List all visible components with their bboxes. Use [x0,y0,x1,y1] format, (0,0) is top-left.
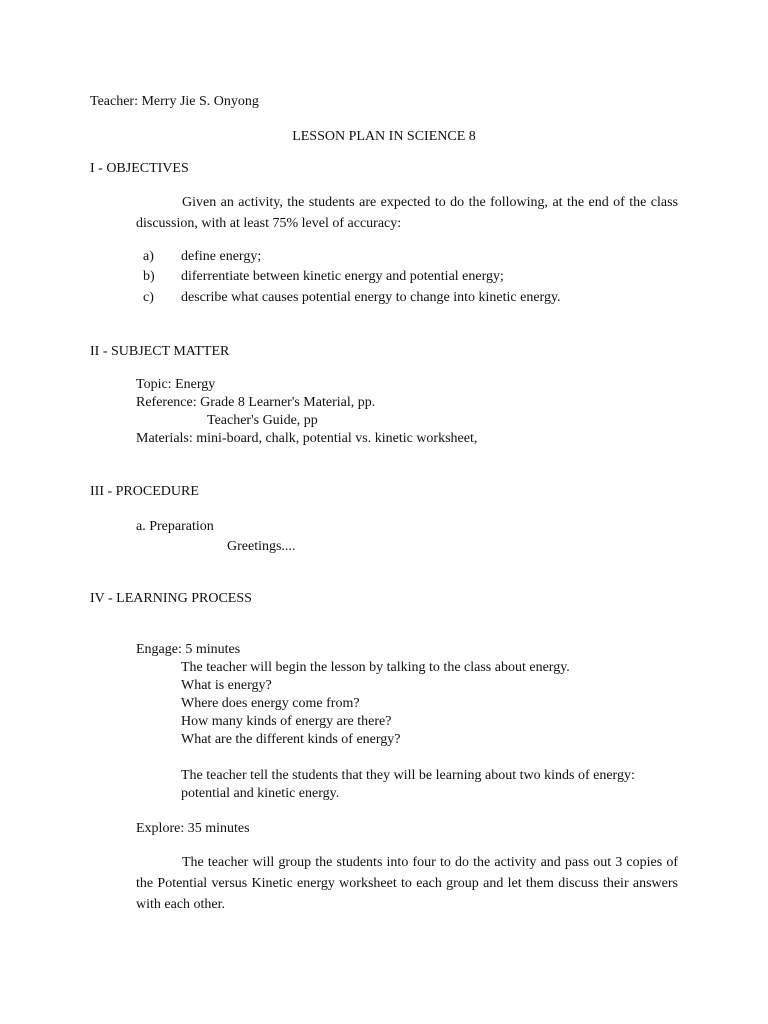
engage-note: potential and kinetic energy. [181,786,340,801]
engage-title: Engage: 5 minutes [136,642,241,657]
explore-text: The teacher will group the students into four to do the activity and pass out 3 copies of the Potential versus Kinetic energy worksheet to each group and let them discuss their answers with each other. [136,855,678,912]
list-marker: c) [143,290,154,305]
materials-line: Materials: mini-board, chalk, potential vs. kinetic worksheet, [136,431,478,446]
topic-line: Topic: Energy [136,377,216,392]
objectives-intro: Given an activity, the students are expected to do the following, at the end of the class discussion, with at least 75% level of accuracy: [136,195,678,231]
list-item: diferrentiate between kinetic energy and potential energy; [181,269,504,284]
list-item: describe what causes potential energy to change into kinetic energy. [181,290,561,305]
list-item: define energy; [181,249,262,264]
reference-line-2: Teacher's Guide, pp [207,413,318,428]
subject-matter-heading: II - SUBJECT MATTER [90,344,230,359]
list-marker: a) [143,249,154,264]
reference-line: Reference: Grade 8 Learner's Material, pp. [136,395,376,410]
procedure-heading: III - PROCEDURE [90,484,199,499]
engage-line: What are the different kinds of energy? [181,732,401,747]
engage-line: Where does energy come from? [181,696,360,711]
learning-process-heading: IV - LEARNING PROCESS [90,591,252,606]
teacher-name: Teacher: Merry Jie S. Onyong [90,94,259,109]
explore-title: Explore: 35 minutes [136,821,250,836]
engage-line: What is energy? [181,678,272,693]
list-marker: b) [143,269,155,284]
procedure-step: a. Preparation [136,519,214,534]
objectives-heading: I - OBJECTIVES [90,161,189,176]
engage-line: How many kinds of energy are there? [181,714,392,729]
page-title: LESSON PLAN IN SCIENCE 8 [292,129,476,144]
procedure-step-detail: Greetings.... [227,539,296,554]
engage-note: The teacher tell the students that they will be learning about two kinds of energy: [181,768,635,783]
engage-line: The teacher will begin the lesson by talking to the class about energy. [181,660,570,675]
